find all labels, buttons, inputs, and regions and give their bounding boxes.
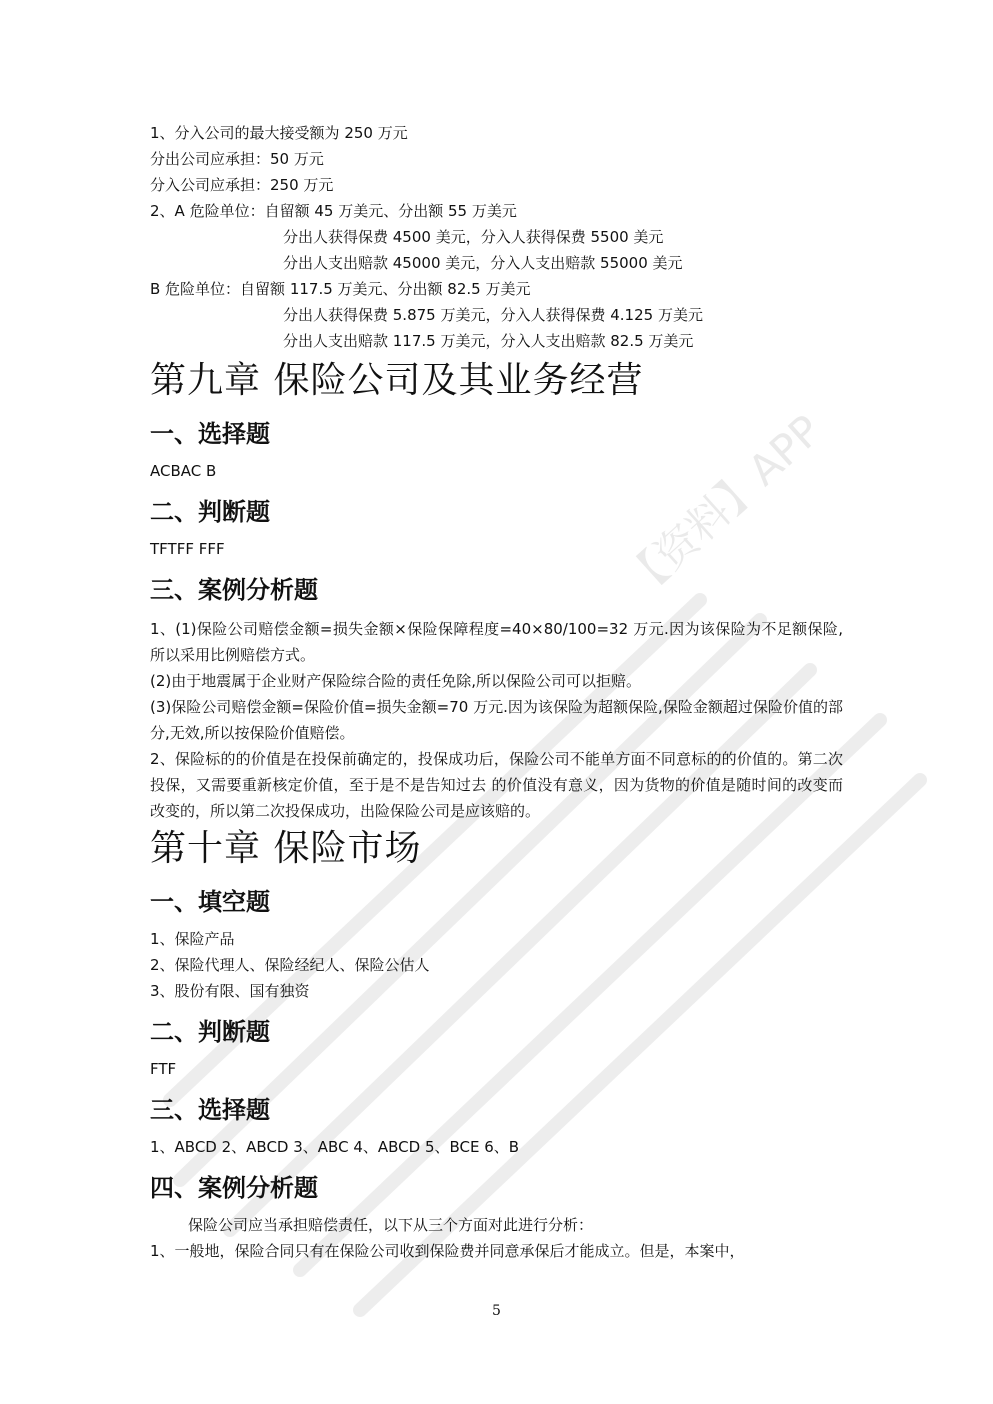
ch10-fill-1: 1、保险产品 [150,930,235,948]
reinsurance-line-1: 1、分入公司的最大接受额为 250 万元 [150,124,408,142]
ch10-section-choice: 三、选择题 [150,1096,270,1124]
ch10-case-intro: 保险公司应当承担赔偿责任，以下从三个方面对此进行分析： [188,1216,594,1234]
page-number: 5 [492,1303,501,1319]
ch9-case-para-3: (3)保险公司赔偿金额=保险价值=损失金额=70 万元.因为该保险为超额保险,保险金额超过保险价值的部分,无效,所以按保险价值赔偿。 [150,698,843,742]
ch9-case-para-1: 1、(1)保险公司赔偿金额=损失金额×保险保障程度=40×80/100=32 万元.因为该保险为不足额保险,所以采用比例赔偿方式。 [150,620,843,664]
reinsurance-line-4: 2、A 危险单位：自留额 45 万美元、分出额 55 万美元 [150,202,517,220]
ch10-choice-answers: 1、ABCD 2、ABCD 3、ABC 4、ABCD 5、BCE 6、B [150,1138,520,1156]
ch10-fill-3: 3、股份有限、国有独资 [150,982,310,1000]
ch9-case-para-4: 2、保险标的的价值是在投保前确定的，投保成功后，保险公司不能单方面不同意标的的价值的。第二次投保，又需要重新核定价值，至于是不是告知过去 的价值没有意义，因为货物的价值是随时间的改变而改变的，所以第二次投保成功，出险保险公司是应该赔的。 [150,750,843,820]
chapter-10-title: 第十章 保险市场 [150,828,422,869]
reinsurance-line-6: 分出人支出赔款 45000 美元，分入人支出赔款 55000 美元 [283,254,683,272]
reinsurance-line-5: 分出人获得保费 4500 美元，分入人获得保费 5500 美元 [283,228,664,246]
ch10-judge-answers: FTF [150,1060,177,1078]
ch10-section-fill: 一、填空题 [150,888,270,916]
ch10-case-line-1: 1、一般地，保险合同只有在保险公司收到保险费并同意承保后才能成立。但是，本案中， [150,1242,745,1260]
reinsurance-line-8: 分出人获得保费 5.875 万美元，分入人获得保费 4.125 万美元 [283,306,703,324]
ch9-case-para-2: (2)由于地震属于企业财产保险综合险的责任免除,所以保险公司可以拒赔。 [150,672,642,690]
ch9-section-case: 三、案例分析题 [150,576,318,604]
reinsurance-line-7: B 危险单位：自留额 117.5 万美元、分出额 82.5 万美元 [150,280,531,298]
ch9-section-judge: 二、判断题 [150,498,270,526]
ch9-choice-answers: ACBAC B [150,462,217,480]
ch9-section-choice: 一、选择题 [150,420,270,448]
chapter-9-title: 第九章 保险公司及其业务经营 [150,360,644,401]
ch10-section-judge: 二、判断题 [150,1018,270,1046]
ch10-fill-2: 2、保险代理人、保险经纪人、保险公估人 [150,956,430,974]
ch10-section-case: 四、案例分析题 [150,1174,318,1202]
reinsurance-line-2: 分出公司应承担：50 万元 [150,150,324,168]
reinsurance-line-3: 分入公司应承担：250 万元 [150,176,334,194]
watermark-text: 【资料】APP [613,405,831,608]
reinsurance-line-9: 分出人支出赔款 117.5 万美元，分入人支出赔款 82.5 万美元 [283,332,694,350]
ch9-judge-answers: TFTFF FFF [150,540,225,558]
